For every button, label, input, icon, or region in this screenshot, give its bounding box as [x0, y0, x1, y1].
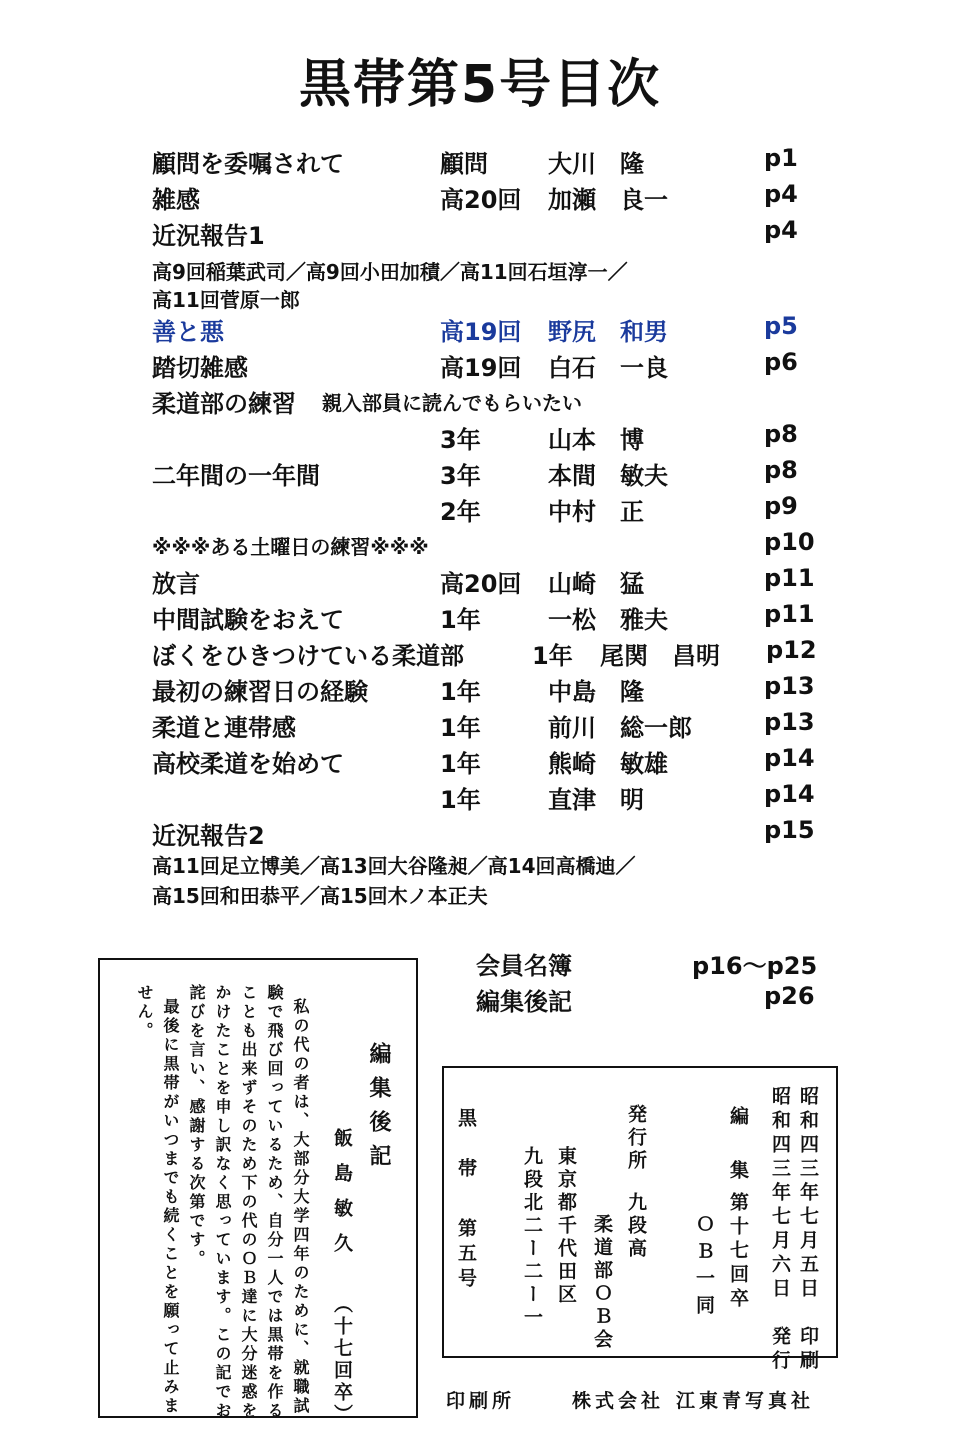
- toc-title: 最初の練習日の経験: [152, 678, 368, 706]
- print-date: 昭和四三年七月五日 印刷: [797, 1086, 819, 1374]
- toc-affiliation: 3年: [440, 462, 481, 490]
- toc-page: p9: [764, 492, 798, 520]
- editor-label: 編 集: [727, 1106, 749, 1187]
- report-members: 高11回足立博美／高13回大谷隆昶／高14回高橋迪／: [152, 854, 636, 878]
- toc-author: 中村 正: [548, 498, 644, 526]
- afterword-line: せん。: [135, 984, 154, 1041]
- toc-author: 山崎 猛: [548, 570, 644, 598]
- toc-affiliation: 1年: [532, 642, 573, 670]
- issue-date: 昭和四三年七月六日 発行: [769, 1086, 791, 1374]
- publisher-label: 発行所: [625, 1104, 647, 1173]
- address-city: 東京都千代田区: [555, 1146, 577, 1307]
- extra-toc-page: p16〜p25: [692, 952, 818, 980]
- toc-row: [0, 636, 960, 670]
- toc-author: 野尻 和男: [548, 318, 668, 346]
- toc-page: p4: [764, 216, 798, 244]
- toc-title: ※※※ある土曜日の練習※※※: [152, 535, 429, 559]
- editor: 第十七回卒: [727, 1192, 749, 1312]
- toc-author: 白石 一良: [548, 354, 668, 382]
- toc-row: [0, 816, 960, 850]
- toc-title: 近況報告2: [152, 822, 265, 850]
- toc-author: 尾関 昌明: [600, 642, 720, 670]
- toc-row: [0, 216, 960, 250]
- toc-title: 二年間の一年間: [152, 462, 320, 490]
- afterword-box: [98, 958, 418, 1426]
- printer-line: [442, 1386, 842, 1414]
- toc-affiliation: 高19回: [440, 318, 522, 346]
- extra-toc: [476, 946, 856, 1026]
- toc-title: 雑感: [152, 186, 200, 214]
- printer-company-type: 株式会社: [572, 1390, 665, 1412]
- extra-toc-row: [476, 982, 856, 1016]
- toc-row: [0, 600, 960, 634]
- toc-title: 柔道と連帯感: [152, 714, 296, 742]
- extra-toc-title: 編集後記: [476, 988, 572, 1016]
- toc-row: [0, 528, 960, 562]
- afterword-line: ことも出来ずそのため下の代のＯＢ達に大分迷惑を: [239, 984, 258, 1421]
- toc-title: 高校柔道を始めて: [152, 750, 344, 778]
- journal-name: 黒 帯: [455, 1108, 477, 1183]
- toc-page: p13: [764, 672, 815, 700]
- toc-page: p11: [764, 564, 815, 592]
- toc-page: p10: [764, 528, 815, 556]
- toc-affiliation: 2年: [440, 498, 481, 526]
- toc-row: [0, 708, 960, 742]
- toc-page: p15: [764, 816, 815, 844]
- toc-page: p12: [766, 636, 817, 664]
- toc-author: 熊崎 敏雄: [548, 750, 668, 778]
- toc-affiliation: 3年: [440, 426, 481, 454]
- toc-row: [0, 420, 960, 454]
- toc-row: [0, 744, 960, 778]
- journal-issue: 第五号: [455, 1218, 477, 1293]
- toc-row: [0, 384, 960, 418]
- practice-subtitle: 親入部員に読んでもらいたい: [322, 391, 582, 415]
- toc-row: [0, 348, 960, 382]
- toc-row: [0, 180, 960, 214]
- toc-title: 顧問を委嘱されて: [152, 150, 344, 178]
- toc-page: p14: [764, 780, 815, 808]
- toc-row: [0, 564, 960, 598]
- extra-toc-title: 会員名簿: [476, 952, 572, 980]
- toc-affiliation: 顧問: [440, 150, 488, 178]
- afterword-heading: 編集後記: [366, 1042, 391, 1178]
- toc-affiliation: 1年: [440, 714, 481, 742]
- toc-title: 踏切雑感: [152, 354, 248, 382]
- afterword-line: 最後に黒帯がいつまでも続くことを願って止みま: [161, 998, 180, 1416]
- toc-page: p8: [764, 456, 798, 484]
- toc-author: 加瀬 良一: [548, 186, 668, 214]
- toc-page: p8: [764, 420, 798, 448]
- toc-affiliation: 1年: [440, 750, 481, 778]
- toc-row: [0, 312, 960, 346]
- afterword-line: 詫びを言い、感謝する次第です。: [187, 984, 206, 1269]
- toc-page: p5: [764, 312, 798, 340]
- afterword-line: 私の代の者は、大部分大学四年のために、就職試: [291, 998, 310, 1416]
- toc-affiliation: 高20回: [440, 186, 522, 214]
- editor-group: ＯＢ一同: [693, 1214, 715, 1322]
- toc-author: 直津 明: [548, 786, 644, 814]
- toc-row: [0, 144, 960, 178]
- toc-row: [0, 456, 960, 490]
- toc-author: 大川 隆: [548, 150, 644, 178]
- toc-title: 近況報告1: [152, 222, 265, 250]
- address-street: 九段北二ー二ー一: [521, 1146, 543, 1330]
- report-members: 高15回和田恭平／高15回木ノ本正夫: [152, 884, 488, 908]
- toc-page: p11: [764, 600, 815, 628]
- afterword-line: かけたことを申し訳なく思っています。この記でお: [213, 984, 232, 1421]
- toc-author: 山本 博: [548, 426, 644, 454]
- toc-title: 柔道部の練習: [152, 390, 296, 418]
- toc-author: 中島 隆: [548, 678, 644, 706]
- toc-title: 善と悪: [152, 318, 224, 346]
- toc-page: p14: [764, 744, 815, 772]
- table-of-contents: [0, 140, 960, 910]
- toc-page: p6: [764, 348, 798, 376]
- publisher-org: 柔道部ＯＢ会: [591, 1214, 613, 1352]
- publisher-school: 九段高: [625, 1192, 647, 1261]
- toc-page: p4: [764, 180, 798, 208]
- extra-toc-row: [476, 946, 856, 980]
- printer-label: 印刷所: [446, 1390, 516, 1412]
- report-members: 高11回菅原一郎: [152, 288, 300, 312]
- printer-company: 江東青写真社: [676, 1390, 815, 1412]
- colophon-box: [442, 1066, 838, 1374]
- afterword-author: 飯島敏久: [331, 1128, 353, 1268]
- toc-author: 本間 敏夫: [548, 462, 668, 490]
- toc-affiliation: 1年: [440, 786, 481, 814]
- toc-affiliation: 1年: [440, 678, 481, 706]
- toc-row: [0, 492, 960, 526]
- toc-author: 前川 総一郎: [548, 714, 692, 742]
- toc-row: [0, 780, 960, 814]
- toc-title: 中間試験をおえて: [152, 606, 344, 634]
- toc-title: ぼくをひきつけている柔道部: [152, 642, 464, 670]
- toc-author: 一松 雅夫: [548, 606, 668, 634]
- toc-page: p13: [764, 708, 815, 736]
- afterword-line: 験で飛び回っているため、自分一人では黒帯を作る: [265, 984, 284, 1421]
- toc-page: p1: [764, 144, 798, 172]
- extra-toc-page: p26: [764, 982, 815, 1010]
- toc-affiliation: 高20回: [440, 570, 522, 598]
- report-members: 高9回稲葉武司／高9回小田加積／高11回石垣淳一／: [152, 260, 628, 284]
- toc-affiliation: 高19回: [440, 354, 522, 382]
- toc-title: 放言: [152, 570, 200, 598]
- afterword-class: （十七回卒）: [331, 1294, 353, 1426]
- toc-affiliation: 1年: [440, 606, 481, 634]
- page-title: 黒帯第5号目次: [298, 55, 662, 115]
- toc-row: [0, 672, 960, 706]
